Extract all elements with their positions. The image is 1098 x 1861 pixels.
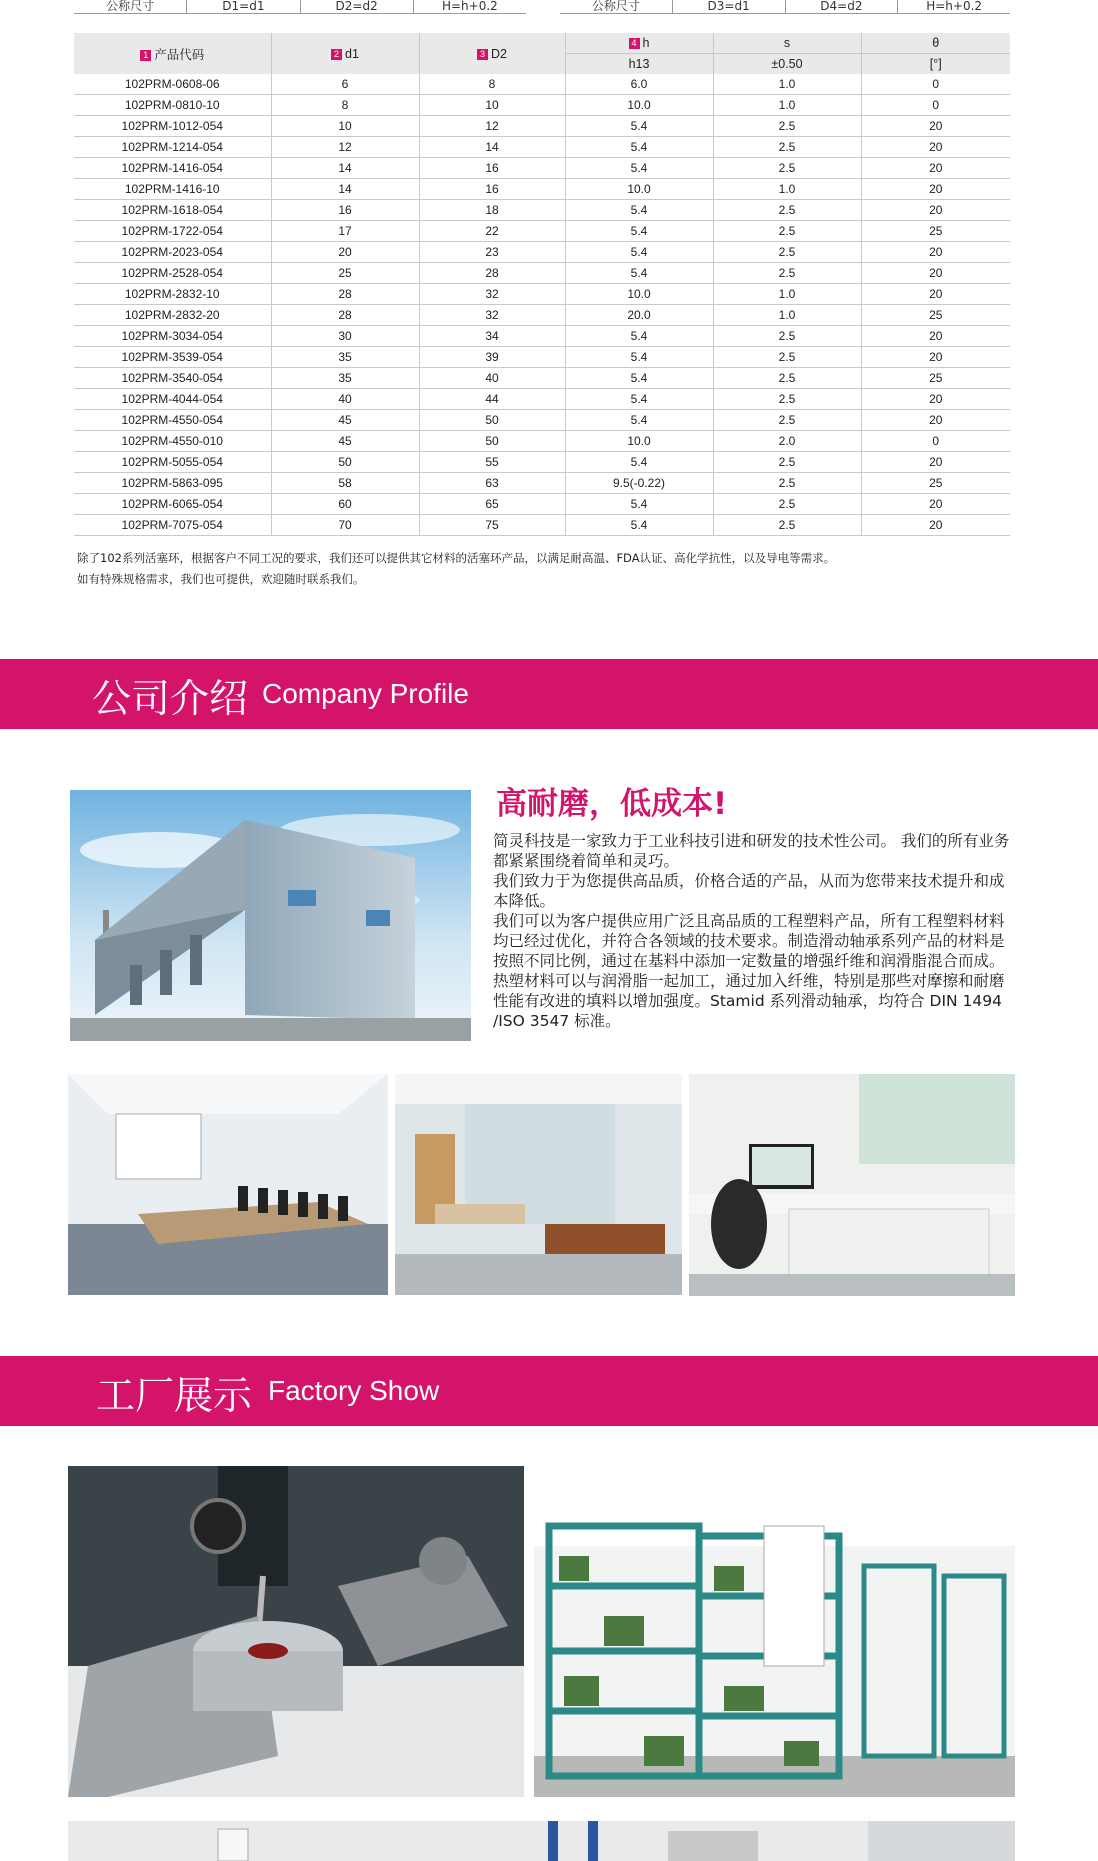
header-label: D2 bbox=[491, 46, 507, 61]
d1-cell: 45 bbox=[271, 410, 419, 431]
top-header-cell: D3=d1 bbox=[673, 0, 786, 14]
theta-cell: 20 bbox=[861, 452, 1010, 473]
table-row bbox=[74, 347, 1010, 368]
top-header-right bbox=[560, 0, 1010, 14]
d1-cell: 28 bbox=[271, 284, 419, 305]
table-row bbox=[74, 74, 1010, 95]
theta-cell: 20 bbox=[861, 137, 1010, 158]
d1-cell: 17 bbox=[271, 221, 419, 242]
factory-show-banner bbox=[0, 1356, 1098, 1426]
office-photo bbox=[395, 1074, 682, 1295]
d1-cell: 20 bbox=[271, 242, 419, 263]
product-code-cell: 102PRM-6065-054 bbox=[74, 494, 271, 515]
header-d1 bbox=[271, 33, 419, 74]
s-cell: 2.5 bbox=[713, 494, 861, 515]
d1-cell: 60 bbox=[271, 494, 419, 515]
s-cell: 2.0 bbox=[713, 431, 861, 452]
table-row bbox=[74, 473, 1010, 494]
s-cell: 2.5 bbox=[713, 452, 861, 473]
machining-photo bbox=[68, 1466, 524, 1797]
table-row bbox=[74, 515, 1010, 536]
product-code-cell: 102PRM-1012-054 bbox=[74, 116, 271, 137]
product-code-cell: 102PRM-1618-054 bbox=[74, 200, 271, 221]
h-cell: 5.4 bbox=[565, 326, 713, 347]
D2-cell: 65 bbox=[419, 494, 565, 515]
d1-cell: 14 bbox=[271, 158, 419, 179]
header-theta bbox=[861, 33, 1010, 54]
d1-cell: 58 bbox=[271, 473, 419, 494]
h-cell: 5.4 bbox=[565, 410, 713, 431]
factory-show-title-cn: 工厂展示 bbox=[96, 1374, 253, 1419]
d1-cell: 35 bbox=[271, 368, 419, 389]
s-cell: 2.5 bbox=[713, 389, 861, 410]
h-cell: 5.4 bbox=[565, 137, 713, 158]
product-code-cell: 102PRM-2832-20 bbox=[74, 305, 271, 326]
company-intro bbox=[493, 831, 1013, 1031]
h-cell: 5.4 bbox=[565, 368, 713, 389]
d1-cell: 40 bbox=[271, 389, 419, 410]
product-code-cell: 102PRM-3539-054 bbox=[74, 347, 271, 368]
d1-cell: 10 bbox=[271, 116, 419, 137]
theta-cell: 0 bbox=[861, 431, 1010, 452]
D2-cell: 34 bbox=[419, 326, 565, 347]
s-cell: 2.5 bbox=[713, 158, 861, 179]
header-h-sub: h13 bbox=[565, 54, 713, 75]
h-cell: 5.4 bbox=[565, 494, 713, 515]
product-code-cell: 102PRM-0810-10 bbox=[74, 95, 271, 116]
d1-cell: 50 bbox=[271, 452, 419, 473]
d1-cell: 12 bbox=[271, 137, 419, 158]
table-note-2: 如有特殊规格需求，我们也可提供，欢迎随时联系我们。 bbox=[77, 572, 365, 586]
table-row bbox=[74, 494, 1010, 515]
h-cell: 5.4 bbox=[565, 158, 713, 179]
header-label: d1 bbox=[345, 46, 359, 61]
product-code-cell: 102PRM-5055-054 bbox=[74, 452, 271, 473]
theta-cell: 20 bbox=[861, 116, 1010, 137]
top-header-cell: H=h+0.2 bbox=[898, 0, 1010, 14]
intro-paragraph: 简灵科技是一家致力于工业科技引进和研发的技术性公司。 我们的所有业务都紧紧围绕着简单和灵巧。 bbox=[493, 832, 1010, 870]
d1-cell: 6 bbox=[271, 74, 419, 95]
d1-cell: 30 bbox=[271, 326, 419, 347]
header-s-sub: ±0.50 bbox=[713, 54, 861, 75]
h-cell: 5.4 bbox=[565, 263, 713, 284]
D2-cell: 50 bbox=[419, 431, 565, 452]
s-cell: 2.5 bbox=[713, 368, 861, 389]
spec-table bbox=[74, 33, 1010, 536]
d1-cell: 45 bbox=[271, 431, 419, 452]
table-row bbox=[74, 116, 1010, 137]
d1-cell: 8 bbox=[271, 95, 419, 116]
header-product-code bbox=[74, 33, 271, 74]
D2-cell: 16 bbox=[419, 179, 565, 200]
table-row bbox=[74, 452, 1010, 473]
h-cell: 5.4 bbox=[565, 200, 713, 221]
theta-cell: 20 bbox=[861, 179, 1010, 200]
theta-cell: 20 bbox=[861, 284, 1010, 305]
header-s bbox=[713, 33, 861, 54]
D2-cell: 32 bbox=[419, 284, 565, 305]
header-h bbox=[565, 33, 713, 54]
header-number-badge: 2 bbox=[331, 49, 342, 60]
product-code-cell: 102PRM-2832-10 bbox=[74, 284, 271, 305]
d1-cell: 14 bbox=[271, 179, 419, 200]
h-cell: 6.0 bbox=[565, 74, 713, 95]
D2-cell: 55 bbox=[419, 452, 565, 473]
D2-cell: 10 bbox=[419, 95, 565, 116]
table-row bbox=[74, 242, 1010, 263]
s-cell: 2.5 bbox=[713, 410, 861, 431]
table-row bbox=[74, 305, 1010, 326]
h-cell: 9.5(-0.22) bbox=[565, 473, 713, 494]
D2-cell: 28 bbox=[419, 263, 565, 284]
top-header-cell: 公称尺寸 bbox=[560, 0, 673, 14]
s-cell: 1.0 bbox=[713, 74, 861, 95]
s-cell: 1.0 bbox=[713, 284, 861, 305]
product-code-cell: 102PRM-1722-054 bbox=[74, 221, 271, 242]
h-cell: 10.0 bbox=[565, 179, 713, 200]
product-code-cell: 102PRM-0608-06 bbox=[74, 74, 271, 95]
s-cell: 2.5 bbox=[713, 347, 861, 368]
h-cell: 10.0 bbox=[565, 95, 713, 116]
spec-table-body bbox=[74, 74, 1010, 536]
table-row bbox=[74, 263, 1010, 284]
product-code-cell: 102PRM-5863-095 bbox=[74, 473, 271, 494]
company-profile-banner bbox=[0, 659, 1098, 729]
s-cell: 1.0 bbox=[713, 95, 861, 116]
header-number-badge: 4 bbox=[629, 38, 640, 49]
theta-cell: 0 bbox=[861, 95, 1010, 116]
top-header-cell: H=h+0.2 bbox=[414, 0, 526, 14]
s-cell: 2.5 bbox=[713, 515, 861, 536]
D2-cell: 16 bbox=[419, 158, 565, 179]
slogan: 高耐磨，低成本! bbox=[496, 786, 728, 822]
theta-cell: 25 bbox=[861, 305, 1010, 326]
theta-cell: 20 bbox=[861, 410, 1010, 431]
theta-cell: 20 bbox=[861, 347, 1010, 368]
h-cell: 5.4 bbox=[565, 116, 713, 137]
product-code-cell: 102PRM-3540-054 bbox=[74, 368, 271, 389]
theta-cell: 20 bbox=[861, 242, 1010, 263]
intro-paragraph: 我们可以为客户提供应用广泛且高品质的工程塑料产品，所有工程塑料材料均已经过优化，并符合各领域的技术要求。制造滑动轴承系列产品的材料是按照不同比例，通过在基料中添加一定数量的增强纤维和润滑脂混合而成。热塑材料可以与润滑脂一起加工，通过加入纤维，特别是那些对摩擦和耐磨性能有改进的填料以增加强度。Stamid 系列滑动轴承，均符合 DIN 1494 /ISO 3547 标准。 bbox=[493, 912, 1005, 1030]
d1-cell: 70 bbox=[271, 515, 419, 536]
factory-floor-photo bbox=[68, 1821, 1015, 1861]
h-cell: 10.0 bbox=[565, 431, 713, 452]
s-cell: 2.5 bbox=[713, 221, 861, 242]
theta-cell: 0 bbox=[861, 74, 1010, 95]
theta-cell: 20 bbox=[861, 326, 1010, 347]
theta-cell: 25 bbox=[861, 368, 1010, 389]
theta-cell: 20 bbox=[861, 263, 1010, 284]
building-photo bbox=[70, 790, 471, 1041]
theta-cell: 25 bbox=[861, 221, 1010, 242]
top-header-left bbox=[74, 0, 526, 14]
workstation-photo bbox=[689, 1074, 1015, 1296]
product-code-cell: 102PRM-4550-010 bbox=[74, 431, 271, 452]
theta-cell: 20 bbox=[861, 515, 1010, 536]
D2-cell: 50 bbox=[419, 410, 565, 431]
s-cell: 2.5 bbox=[713, 242, 861, 263]
D2-cell: 23 bbox=[419, 242, 565, 263]
product-code-cell: 102PRM-2528-054 bbox=[74, 263, 271, 284]
s-cell: 2.5 bbox=[713, 263, 861, 284]
theta-cell: 20 bbox=[861, 200, 1010, 221]
theta-cell: 20 bbox=[861, 158, 1010, 179]
table-row bbox=[74, 431, 1010, 452]
theta-cell: 25 bbox=[861, 473, 1010, 494]
theta-cell: 20 bbox=[861, 389, 1010, 410]
h-cell: 20.0 bbox=[565, 305, 713, 326]
company-profile-title-cn: 公司介绍 bbox=[92, 677, 249, 722]
h-cell: 5.4 bbox=[565, 347, 713, 368]
intro-paragraph: 我们致力于为您提供高品质，价格合适的产品，从而为您带来技术提升和成本降低。 bbox=[493, 872, 1005, 910]
d1-cell: 25 bbox=[271, 263, 419, 284]
h-cell: 10.0 bbox=[565, 284, 713, 305]
D2-cell: 18 bbox=[419, 200, 565, 221]
D2-cell: 12 bbox=[419, 116, 565, 137]
header-theta-sub: [°] bbox=[861, 54, 1010, 75]
top-header-cell: D4=d2 bbox=[786, 0, 899, 14]
theta-cell: 20 bbox=[861, 494, 1010, 515]
company-profile-title-en: Company Profile bbox=[262, 678, 469, 709]
s-cell: 2.5 bbox=[713, 326, 861, 347]
table-row bbox=[74, 179, 1010, 200]
top-header-cell: D2=d2 bbox=[301, 0, 414, 14]
h-cell: 5.4 bbox=[565, 221, 713, 242]
table-row bbox=[74, 410, 1010, 431]
d1-cell: 16 bbox=[271, 200, 419, 221]
s-cell: 2.5 bbox=[713, 200, 861, 221]
product-code-cell: 102PRM-4550-054 bbox=[74, 410, 271, 431]
s-cell: 1.0 bbox=[713, 305, 861, 326]
table-row bbox=[74, 158, 1010, 179]
product-code-cell: 102PRM-1416-10 bbox=[74, 179, 271, 200]
header-label: θ bbox=[932, 36, 940, 50]
header-D2 bbox=[419, 33, 565, 74]
h-cell: 5.4 bbox=[565, 515, 713, 536]
h-cell: 5.4 bbox=[565, 452, 713, 473]
product-code-cell: 102PRM-7075-054 bbox=[74, 515, 271, 536]
table-row bbox=[74, 326, 1010, 347]
d1-cell: 35 bbox=[271, 347, 419, 368]
product-code-cell: 102PRM-2023-054 bbox=[74, 242, 271, 263]
header-label: s bbox=[783, 36, 791, 50]
header-label: 产品代码 bbox=[154, 47, 205, 62]
header-label: h bbox=[642, 36, 650, 50]
table-row bbox=[74, 284, 1010, 305]
table-row bbox=[74, 389, 1010, 410]
product-code-cell: 102PRM-1214-054 bbox=[74, 137, 271, 158]
header-number-badge: 1 bbox=[140, 50, 151, 61]
top-header-cell: 公称尺寸 bbox=[74, 0, 187, 14]
table-row bbox=[74, 200, 1010, 221]
d1-cell: 28 bbox=[271, 305, 419, 326]
s-cell: 1.0 bbox=[713, 179, 861, 200]
product-code-cell: 102PRM-4044-054 bbox=[74, 389, 271, 410]
h-cell: 5.4 bbox=[565, 389, 713, 410]
meeting-room-photo bbox=[68, 1074, 388, 1295]
s-cell: 2.5 bbox=[713, 473, 861, 494]
mold-racks-photo bbox=[534, 1466, 1015, 1797]
table-note-1: 除了102系列活塞环，根据客户不同工况的要求，我们还可以提供其它材料的活塞环产品，以满足耐高温、FDA认证、高化学抗性，以及导电等需求。 bbox=[77, 551, 836, 565]
table-row bbox=[74, 95, 1010, 116]
D2-cell: 32 bbox=[419, 305, 565, 326]
table-row bbox=[74, 137, 1010, 158]
product-code-cell: 102PRM-1416-054 bbox=[74, 158, 271, 179]
header-number-badge: 3 bbox=[477, 49, 488, 60]
D2-cell: 14 bbox=[419, 137, 565, 158]
s-cell: 2.5 bbox=[713, 137, 861, 158]
D2-cell: 8 bbox=[419, 74, 565, 95]
table-row bbox=[74, 368, 1010, 389]
table-row bbox=[74, 221, 1010, 242]
factory-show-title-en: Factory Show bbox=[268, 1375, 440, 1406]
D2-cell: 22 bbox=[419, 221, 565, 242]
h-cell: 5.4 bbox=[565, 242, 713, 263]
product-code-cell: 102PRM-3034-054 bbox=[74, 326, 271, 347]
D2-cell: 44 bbox=[419, 389, 565, 410]
D2-cell: 63 bbox=[419, 473, 565, 494]
D2-cell: 40 bbox=[419, 368, 565, 389]
D2-cell: 39 bbox=[419, 347, 565, 368]
D2-cell: 75 bbox=[419, 515, 565, 536]
s-cell: 2.5 bbox=[713, 116, 861, 137]
top-header-cell: D1=d1 bbox=[187, 0, 300, 14]
